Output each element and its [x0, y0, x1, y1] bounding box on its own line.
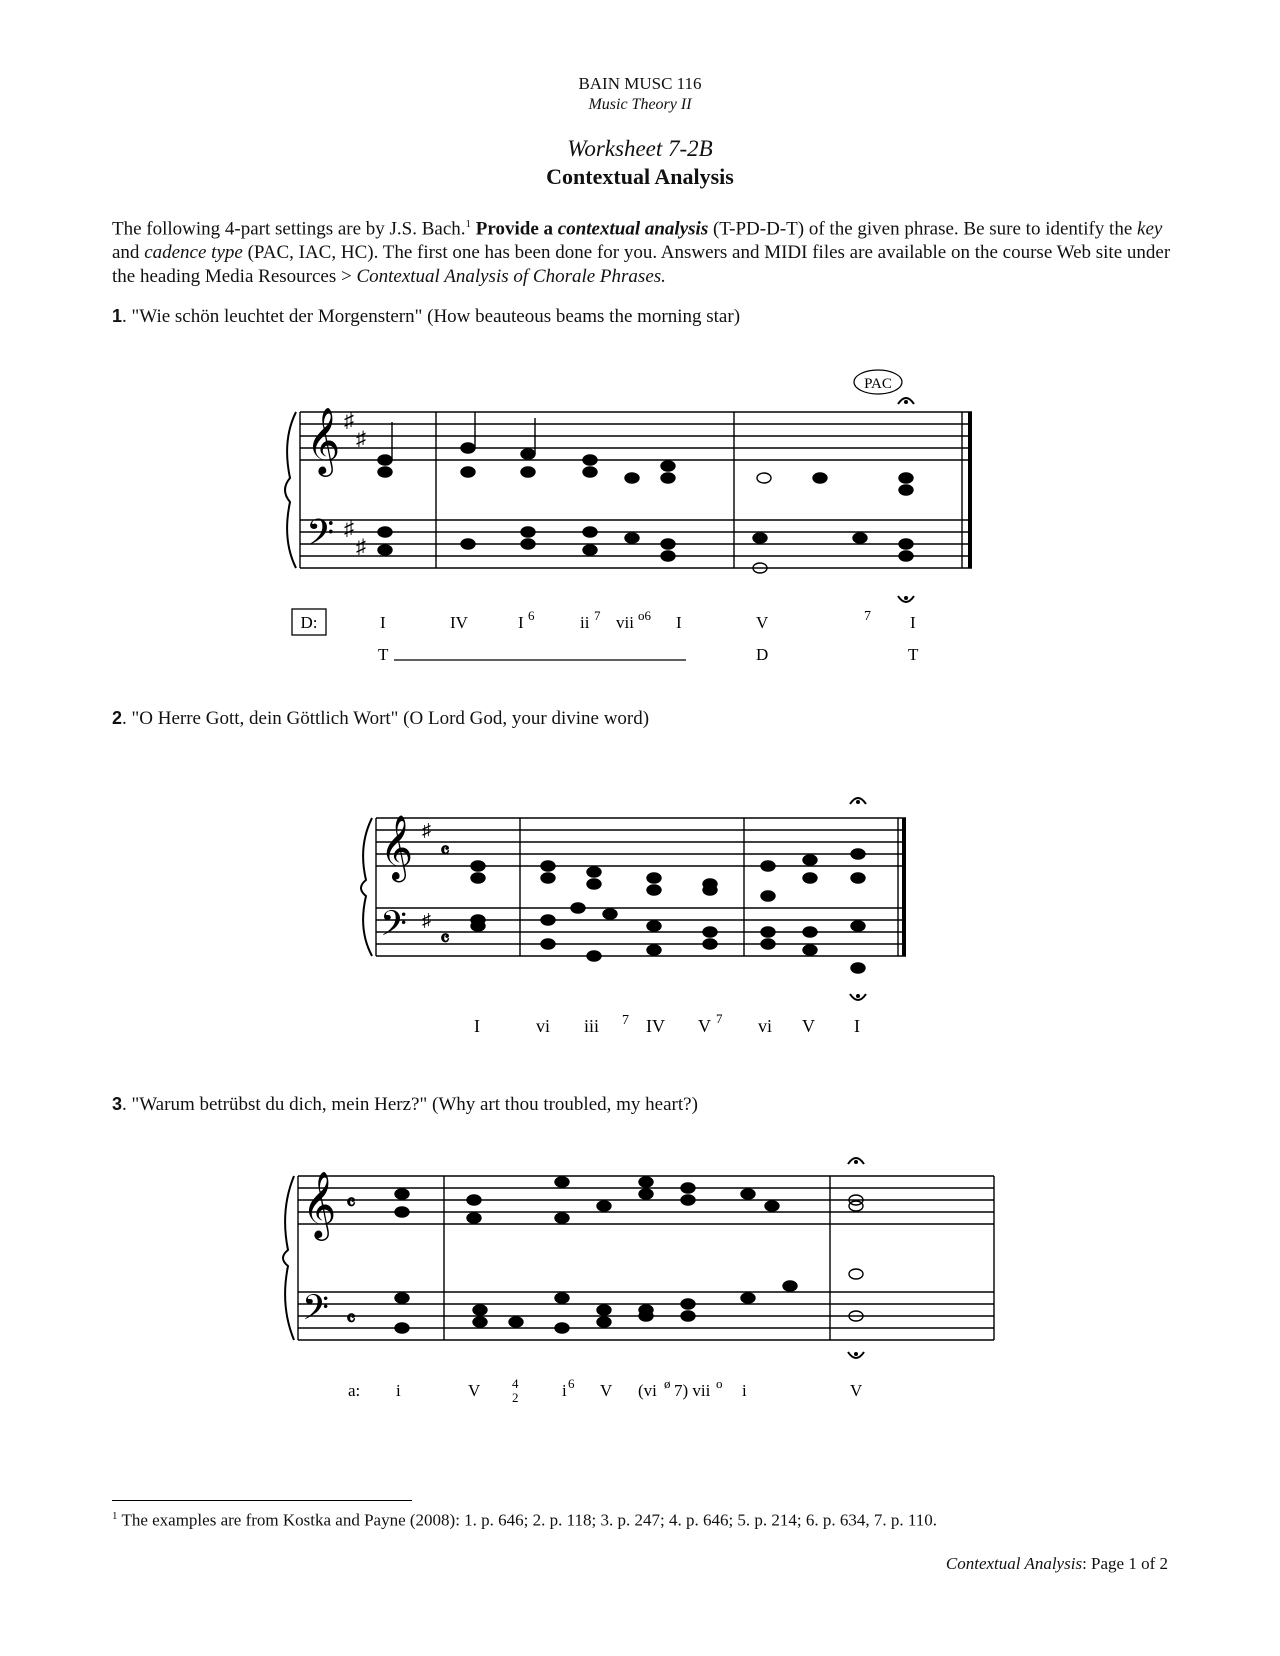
course-code: BAIN MUSC 116: [578, 74, 702, 93]
sharp-icon: ♯: [356, 536, 366, 558]
roman-numeral: V: [698, 1016, 711, 1036]
course-subtitle: Music Theory II: [588, 96, 692, 113]
roman-numeral: i: [742, 1381, 747, 1400]
roman-numeral: I: [518, 613, 524, 632]
figure: o6: [638, 608, 651, 623]
common-time-icon: 𝄴: [346, 1306, 356, 1331]
roman-numeral: V: [850, 1381, 863, 1400]
figure: 6: [528, 608, 535, 623]
function-label: T: [908, 645, 919, 664]
sharp-icon: ♯: [344, 518, 354, 540]
roman-numeral: vi: [536, 1016, 551, 1036]
cadence-label: PAC: [864, 376, 892, 392]
sharp-icon: ♯: [422, 910, 431, 930]
bass-clef-icon: 𝄢: [306, 513, 335, 562]
roman-numeral: iii: [584, 1016, 600, 1036]
intro-text: Contextual Analysis of Chorale Phrases.: [356, 266, 666, 288]
staff-lines-bass: [300, 520, 972, 568]
footnote-text: The examples are from Kostka and Payne (2008): 1. p. 646; 2. p. 118; 3. p. 247; 4. p. 646; 5. p. 214; 6. p. 634, 7. p. 110.: [117, 1510, 938, 1530]
roman-numeral: I: [910, 613, 916, 632]
exercise-number: 2: [112, 708, 123, 728]
footnote-rule: [112, 1500, 412, 1501]
figure: 7: [864, 609, 871, 624]
exercise-1-title: [112, 306, 740, 328]
exercise-2-score: [0, 760, 1280, 1040]
roman-numeral: i: [562, 1381, 567, 1400]
exercise-2-title: [112, 708, 649, 730]
exercise-title-text: . "Wie schön leuchtet der Morgenstern" (How beauteous beams the morning star): [122, 306, 741, 327]
figure: 2: [512, 1390, 519, 1405]
common-time-icon: 𝄴: [440, 926, 450, 951]
footnote: [112, 1510, 937, 1531]
roman-numeral: vii: [616, 613, 634, 632]
roman-numeral: IV: [646, 1016, 665, 1036]
exercise-number: 1: [112, 306, 123, 326]
roman-numeral: I: [474, 1016, 480, 1036]
intro-text: (T-PD-D-T) of the given phrase. Be sure to identify the: [708, 218, 1138, 240]
intro-text: The following 4-part settings are by J.S. Bach.: [112, 218, 466, 240]
figure: ø: [664, 1376, 671, 1391]
exercise-3-score: [0, 1140, 1280, 1405]
roman-numeral: vi: [758, 1016, 773, 1036]
noteheads: [471, 849, 865, 973]
intro-text: key: [1137, 218, 1163, 240]
staff-lines-treble: [300, 412, 972, 460]
common-time-icon: 𝄴: [440, 838, 450, 863]
treble-clef-icon: 𝄞: [380, 817, 414, 879]
intro-text: (PAC, IAC, HC). The first one has been done for you. Answers and MIDI files are available on the course Web site under the heading Media Resources >: [112, 242, 1171, 288]
page-title: Contextual Analysis: [546, 164, 734, 189]
worksheet-number: Worksheet 7-2B: [567, 136, 713, 161]
brace: [361, 818, 372, 956]
sharp-icon: ♯: [344, 410, 354, 432]
roman-numeral: V: [756, 613, 769, 632]
exercise-3-title: [112, 1094, 698, 1116]
key-label: D:: [300, 613, 318, 632]
roman-numeral: V: [600, 1381, 613, 1400]
function-label: T: [378, 645, 389, 664]
brace: [283, 1176, 294, 1340]
roman-numeral: I: [676, 613, 682, 632]
brace: [285, 412, 296, 568]
bass-clef-icon: 𝄢: [302, 1290, 330, 1336]
bass-clef-icon: 𝄢: [380, 906, 408, 952]
roman-numeral: 7) vii: [674, 1381, 711, 1400]
intro-text: contextual analysis: [557, 218, 709, 240]
figure: 7: [594, 608, 601, 623]
intro-text: cadence type: [144, 242, 243, 264]
sharp-icon: ♯: [356, 428, 366, 450]
exercise-title-text: . "O Herre Gott, dein Göttlich Wort" (O Lord God, your divine word): [122, 708, 650, 729]
common-time-icon: 𝄴: [346, 1190, 356, 1215]
figure: 7: [622, 1013, 629, 1028]
page-number: : Page 1 of 2: [1082, 1554, 1168, 1573]
roman-numeral: V: [468, 1381, 481, 1400]
treble-clef-icon: 𝄞: [302, 1172, 337, 1237]
roman-numeral: ii: [580, 613, 590, 632]
figure: 7: [716, 1011, 723, 1026]
exercise-title-text: . "Warum betrübst du dich, mein Herz?" (Why art thou troubled, my heart?): [122, 1094, 698, 1115]
footnote-mark: 1: [112, 1510, 118, 1522]
exercise-number: 3: [112, 1094, 123, 1114]
footnote-mark: 1: [465, 218, 472, 230]
roman-numeral: I: [854, 1016, 860, 1036]
sharp-icon: ♯: [422, 820, 431, 840]
key-label: a:: [348, 1381, 361, 1400]
figure: 4: [512, 1376, 519, 1391]
intro-text: Provide a: [471, 218, 558, 240]
figure: o: [716, 1376, 723, 1391]
roman-numeral: (vi: [638, 1381, 657, 1400]
roman-numeral: IV: [450, 613, 468, 632]
roman-numeral: I: [380, 613, 386, 632]
intro-text: and: [112, 242, 145, 264]
exercise-1-score: [0, 350, 1280, 664]
intro-paragraph: [112, 212, 1172, 289]
roman-numeral: i: [396, 1381, 401, 1400]
footer-label: Contextual Analysis: [945, 1554, 1083, 1573]
figure: 6: [568, 1376, 575, 1391]
treble-clef-icon: 𝄞: [306, 408, 341, 473]
page-footer: [946, 1554, 1168, 1574]
roman-numeral: V: [802, 1016, 815, 1036]
function-label: D: [756, 645, 769, 664]
